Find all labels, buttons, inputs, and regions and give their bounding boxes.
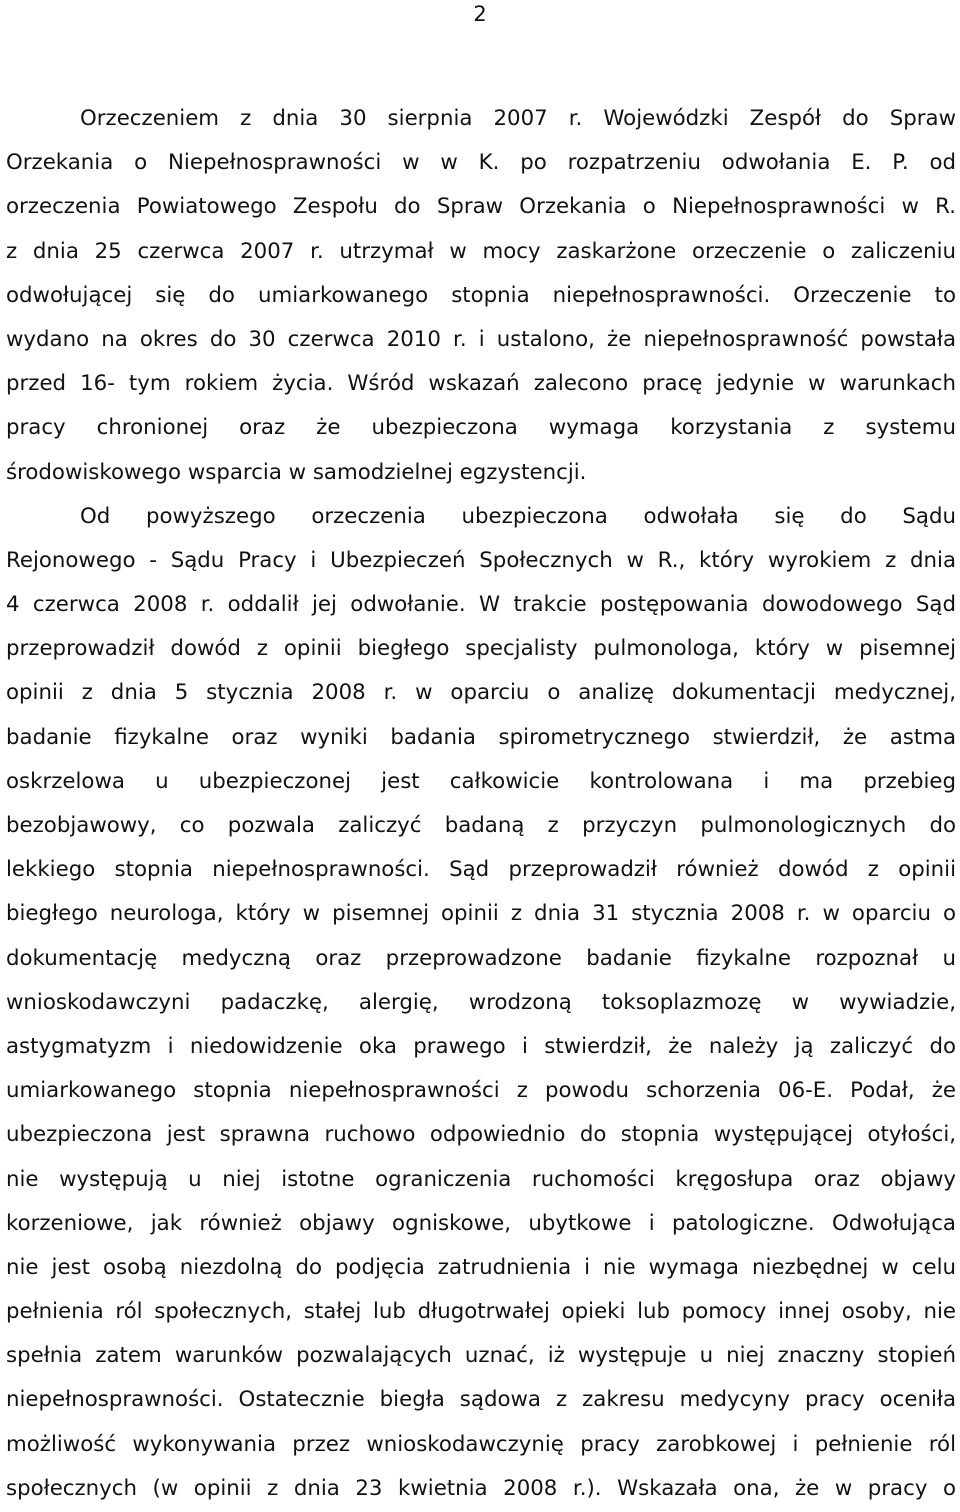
text-line: bezobjawowy, co pozwala zaliczyć badaną z przyczyn pulmonologicznych do [6,813,956,838]
text-line: pełnienia ról społecznych, stałej lub długotrwałej opieki lub pomocy innej osoby, nie [6,1299,956,1325]
text-line: ubezpieczona jest sprawna ruchowo odpowiednio do stopnia występującej otyłości, [6,1122,956,1148]
text-line: Od powyższego orzeczenia ubezpieczona odwołała się do Sądu [80,503,956,529]
text-line: środowiskowego wsparcia w samodzielnej egzystencji. [6,459,587,485]
text-line: oskrzelowa u ubezpieczonej jest całkowicie kontrolowana i ma przebieg [6,768,956,794]
text-line: Orzekania o Niepełnosprawności w w K. po rozpatrzeniu odwołania E. P. od [6,150,956,176]
text-line: orzeczenia Powiatowego Zespołu do Spraw Orzekania o Niepełnosprawności w R. [6,194,956,220]
text-line: biegłego neurologa, który w pisemnej opinii z dnia 31 stycznia 2008 r. w oparciu o [6,901,956,927]
text-line: wnioskodawczyni padaczkę, alergię, wrodzoną toksoplazmozę w wywiadzie, [6,989,956,1015]
text-line: Orzeczeniem z dnia 30 sierpnia 2007 r. Wojewódzki Zespół do Spraw [80,106,956,131]
text-line: astygmatyzm i niedowidzenie oka prawego i stwierdził, że należy ją zaliczyć do [6,1033,956,1059]
text-line: korzeniowe, jak również objawy ogniskowe, ubytkowe i patologiczne. Odwołująca [6,1210,956,1236]
text-line: dokumentację medyczną oraz przeprowadzone badanie fizykalne rozpoznał u [6,945,956,971]
text-line: wydano na okres do 30 czerwca 2010 r. i ustalono, że niepełnosprawność powstała [6,326,956,352]
text-line: społecznych (w opinii z dnia 23 kwietnia 2008 r.). Wskazała ona, że w pracy o [6,1475,956,1501]
text-line: nie występują u niej istotne ograniczenia ruchomości kręgosłupa oraz objawy [6,1166,956,1192]
text-line: przeprowadził dowód z opinii biegłego specjalisty pulmonologa, który w pisemnej [6,636,956,662]
text-line: Rejonowego - Sądu Pracy i Ubezpieczeń Społecznych w R., który wyrokiem z dnia [6,547,956,573]
text-line: lekkiego stopnia niepełnosprawności. Sąd przeprowadził również dowód z opinii [6,857,956,883]
text-line: przed 16- tym rokiem życia. Wśród wskazań zalecono pracę jedynie w warunkach [6,371,956,397]
body-text [6,97,956,1511]
text-line: badanie fizykalne oraz wyniki badania spirometrycznego stwierdził, że astma [6,724,956,750]
text-line: odwołującej się do umiarkowanego stopnia niepełnosprawności. Orzeczenie to [6,282,956,308]
text-line: umiarkowanego stopnia niepełnosprawności z powodu schorzenia 06-E. Podał, że [6,1078,956,1104]
text-line: 4 czerwca 2008 r. oddalił jej odwołanie. W trakcie postępowania dowodowego Sąd [6,592,956,618]
text-line: pracy chronionej oraz że ubezpieczona wymaga korzystania z systemu [6,415,956,441]
text-line: opinii z dnia 5 stycznia 2008 r. w oparciu o analizę dokumentacji medycznej, [6,680,956,706]
text-line: z dnia 25 czerwca 2007 r. utrzymał w mocy zaskarżone orzeczenie o zaliczeniu [6,238,956,264]
page-number: 2 [473,2,487,26]
text-line: nie jest osobą niezdolną do podjęcia zatrudnienia i nie wymaga niezbędnej w celu [6,1254,956,1280]
text-line: możliwość wykonywania przez wnioskodawczynię pracy zarobkowej i pełnienie ról [6,1431,956,1457]
text-line: niepełnosprawności. Ostatecznie biegła sądowa z zakresu medycyny pracy oceniła [6,1387,956,1413]
text-line: spełnia zatem warunków pozwalających uznać, iż występuje u niej znaczny stopień [6,1343,956,1369]
